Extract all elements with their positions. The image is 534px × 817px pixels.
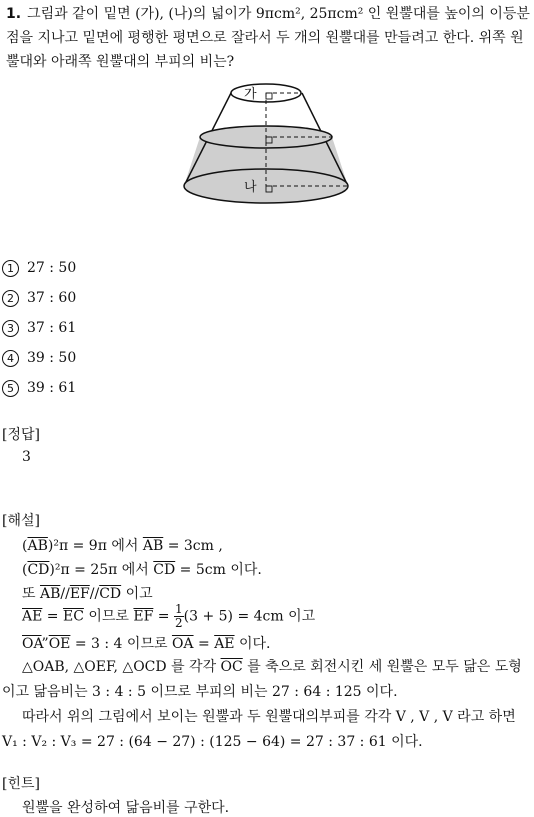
choice-4-mark: 4: [2, 350, 19, 367]
label-top-base: 가: [244, 87, 257, 102]
hint-title: [힌트]: [2, 776, 40, 792]
choice-3[interactable]: [0, 317, 76, 339]
choice-5-text: 39 : 61: [27, 380, 77, 396]
fraction-one-half: $\frac{1}{2}$: [174, 602, 183, 630]
question-number: 1.: [6, 6, 22, 22]
choice-3-mark: 3: [2, 320, 19, 337]
label-bottom-base: 나: [244, 180, 257, 195]
explanation-line-1: $(\overline{AB})^2\pi = 9\pi$ 에서 $\overline{AB} = 3cm$ ,: [22, 538, 223, 554]
choice-4-text: 39 : 50: [27, 350, 77, 366]
question-text: [6, 2, 530, 74]
hint-text: 원뿔을 완성하여 닮음비를 구한다.: [22, 800, 230, 816]
answer-value: 3: [22, 449, 31, 465]
explanation-line-5: $\overline{OA}”\overline{OE} = 3$ : 4 이므로 $\overline{OA} = \overline{AE}$ 이다.: [22, 636, 271, 652]
explanation-title: [해설]: [2, 513, 40, 529]
choice-2-text: 37 : 60: [27, 290, 77, 306]
choice-3-text: 37 : 61: [27, 320, 77, 336]
question-body: 그림과 같이 밑면 (가), (나)의 넓이가 9πcm², 25πcm² 인 원뿔대를 높이의 이등분점을 지나고 밑면에 평행한 평면으로 잘라서 두 개의 원뿔대를 만들려고 한다. 위쪽 원뿔대와 아래쪽 원뿔대의 부피의 비는?: [6, 6, 530, 70]
explanation-line-6: △OAB, △OEF, △OCD 를 각각 $\overline{OC}$ 를 축으로 회전시킨 세 원뿔은 모두 닮은 도형이고 닮음비는 3 : 4 : 5 이므로 부피의 비는 27 : 64 : 125 이다.: [2, 659, 522, 700]
choice-5-mark: 5: [2, 380, 19, 397]
choice-1[interactable]: [0, 257, 76, 279]
answer-title: [정답]: [2, 427, 40, 443]
explanation-line-2: $(\overline{CD})^2\pi = 25\pi$ 에서 $\overline{CD} = 5cm$ 이다.: [22, 562, 262, 578]
choice-2[interactable]: [0, 287, 76, 309]
choice-2-mark: 2: [2, 290, 19, 307]
choice-4[interactable]: [0, 347, 76, 369]
explanation-line-3: 또 $\overline{AB}//\overline{EF}//\overline{CD}$ 이고: [22, 586, 153, 602]
explanation-line-4: $\overline{AE} = \overline{EC}$ 이므로 $\overline{EF}$ = $\frac{1}{2}$ (3 + 5) = 4cm 이고: [22, 602, 316, 630]
choice-5[interactable]: [0, 377, 76, 399]
choice-1-text: 27 : 50: [27, 260, 77, 276]
frustum-figure: [176, 78, 358, 206]
choice-1-mark: 1: [2, 260, 19, 277]
explanation-line-7: 따라서 위의 그림에서 보이는 원뿔과 두 원뿔대의부피를 각각 V , V , V 라고 하면 V₁ : V₂ : V₃ = 27 : (64 − 27) : (125 − 64) = 27 : 37 : 61 이다.: [2, 709, 516, 750]
